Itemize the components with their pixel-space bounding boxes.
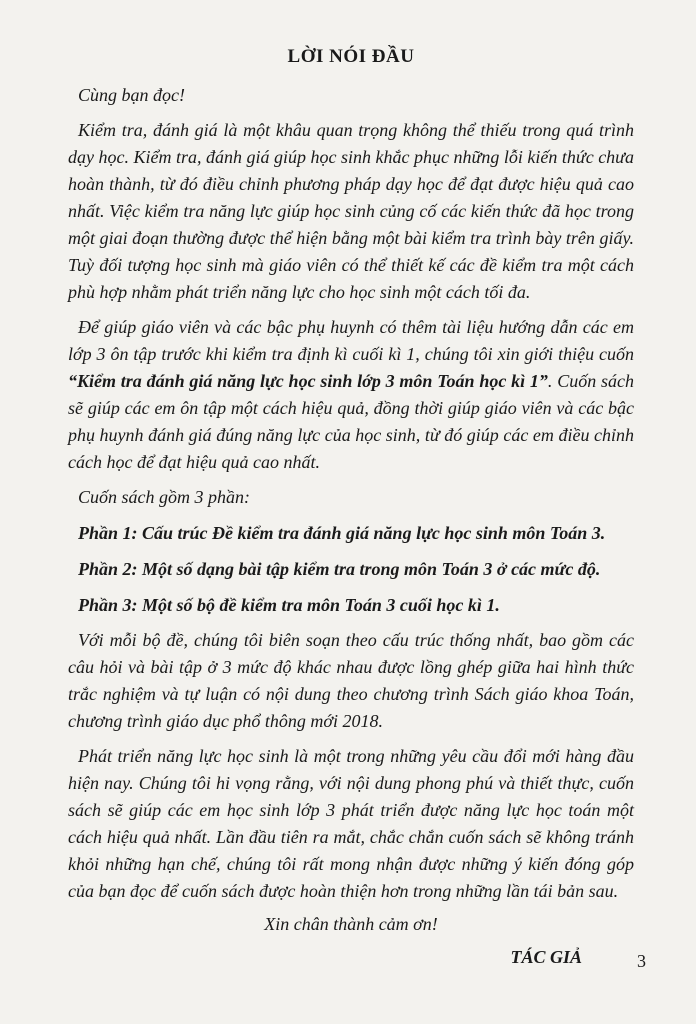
part-1: Phần 1: Cấu trúc Đề kiểm tra đánh giá năng lực học sinh môn Toán 3. (78, 523, 606, 543)
paragraph-2 (68, 314, 634, 476)
paragraph-2-before: Để giúp giáo viên và các bậc phụ huynh có thêm tài liệu hướng dẫn các em lớp 3 ôn tập trước khi kiểm tra định kì cuối kì 1, chúng tôi xin giới thiệu cuốn (68, 317, 634, 364)
paragraph-2-after: . Cuốn sách sẽ giúp các em ôn tập một cách hiệu quả, đồng thời giúp giáo viên và các bậc phụ huynh đánh giá đúng năng lực của học sinh, từ đó giúp các em điều chỉnh cách học để đạt hiệu quả cao nhất. (68, 371, 634, 472)
page-title: LỜI NÓI ĐẦU (287, 46, 415, 67)
part-3: Phần 3: Một số bộ đề kiểm tra môn Toán 3 cuối học kì 1. (78, 595, 500, 615)
part-2: Phần 2: Một số dạng bài tập kiểm tra trong môn Toán 3 ở các mức độ. (78, 559, 601, 579)
greeting: Cùng bạn đọc! (78, 85, 185, 105)
page-number: 3 (637, 951, 646, 971)
author-signature: TÁC GIẢ (510, 947, 582, 967)
paragraph-4: Phát triển năng lực học sinh là một trong những yêu cầu đổi mới hàng đầu hiện nay. Chúng tôi hi vọng rằng, với nội dung phong phú và thiết thực, cuốn sách sẽ giúp các em học sinh lớp 3 phát triển được năng lực học toán một cách hiệu quả nhất. Lần đầu tiên ra mắt, chắc chắn cuốn sách sẽ không tránh khỏi những hạn chế, chúng tôi rất mong nhận được những ý kiến đóng góp của bạn đọc để cuốn sách được hoàn thiện hơn trong những lần tái bản sau. (68, 746, 634, 901)
thanks-line: Xin chân thành cảm ơn! (264, 914, 438, 934)
paragraph-3: Với mỗi bộ đề, chúng tôi biên soạn theo cấu trúc thống nhất, bao gồm các câu hỏi và bài tập ở 3 mức độ khác nhau được lồng ghép giữa hai hình thức trắc nghiệm và tự luận có nội dung theo chương trình Sách giáo khoa Toán, chương trình giáo dục phổ thông mới 2018. (68, 630, 634, 731)
paragraph-1: Kiểm tra, đánh giá là một khâu quan trọng không thể thiếu trong quá trình dạy học. Kiểm tra, đánh giá giúp học sinh khắc phục những lỗi kiến thức chưa hoàn thành, từ đó điều chỉnh phương pháp dạy học để đạt được hiệu quả cao nhất. Việc kiểm tra năng lực giúp học sinh củng cố các kiến thức đã học trong một giai đoạn thường được thể hiện bằng một bài kiểm tra trình bày trên giấy. Tuỳ đối tượng học sinh mà giáo viên có thể thiết kế các đề kiểm tra một cách phù hợp nhằm phát triển năng lực cho học sinh một cách tối đa. (68, 120, 634, 302)
book-title: “Kiểm tra đánh giá năng lực học sinh lớp 3 môn Toán học kì 1” (68, 371, 548, 391)
parts-intro: Cuốn sách gồm 3 phần: (78, 487, 250, 507)
